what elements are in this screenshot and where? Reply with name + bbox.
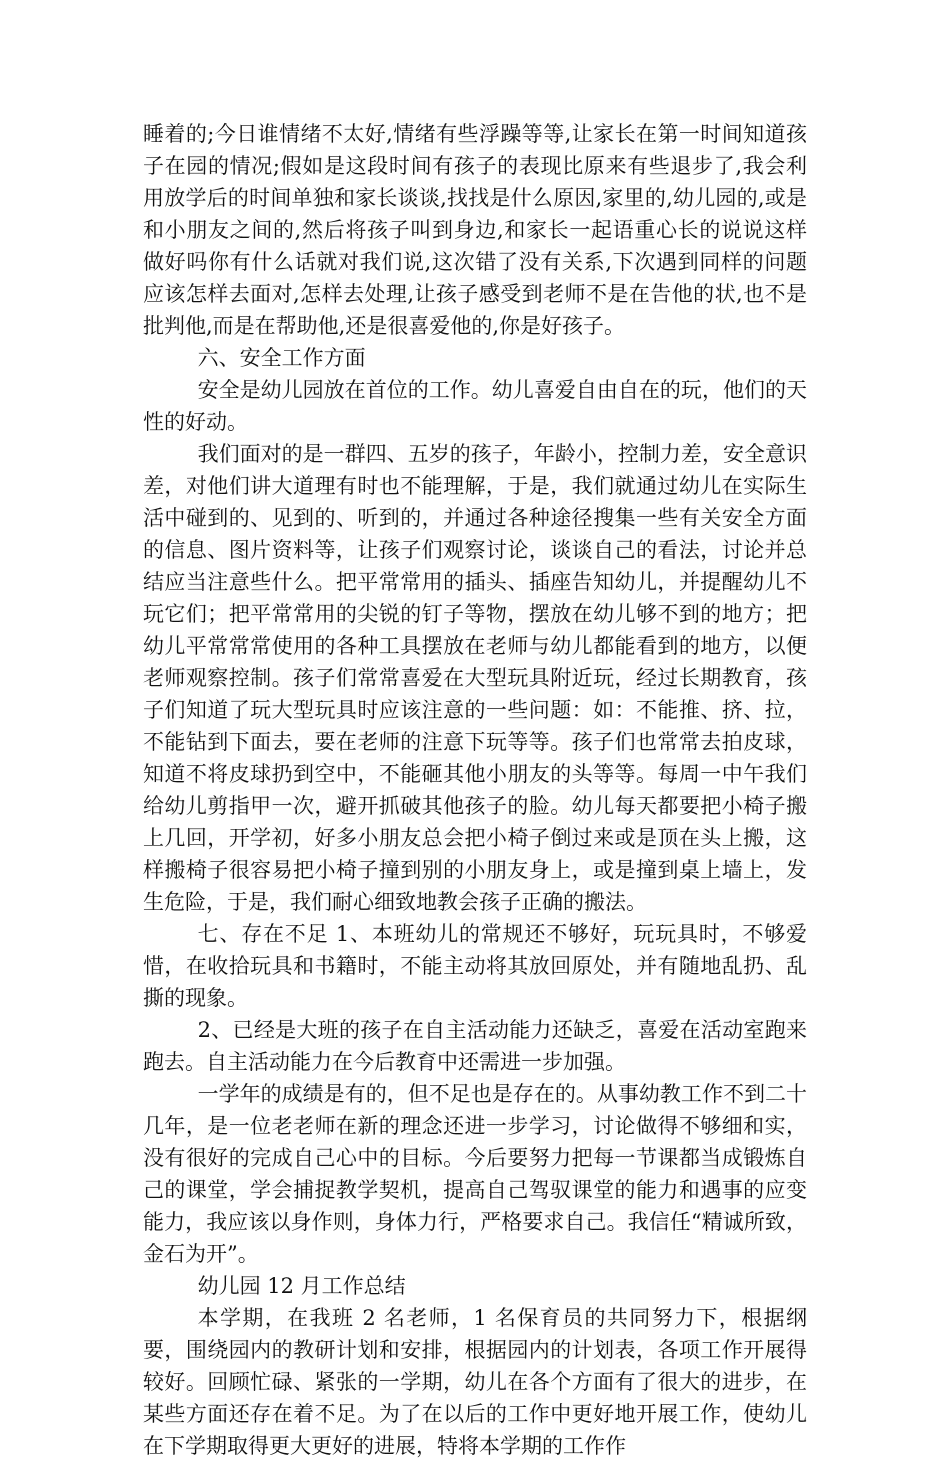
document-page [143,118,807,1462]
paragraph-safety-intro: 安全是幼儿园放在首位的工作。幼儿喜爱自由自在的玩，他们的天性的好动。 [143,378,807,434]
paragraph-safety-measures: 我们面对的是一群四、五岁的孩子，年龄小，控制力差，安全意识差，对他们讲大道理有时也不能理解，于是，我们就通过幼儿在实际生活中碰到的、见到的、听到的，并通过各种途径搜集一些有关安全方面的信息、图片资料等，让孩子们观察讨论，谈谈自己的看法，讨论并总结应当注意些什么。把平常常用的插头、插座告知幼儿，并提醒幼儿不玩它们；把平常常用的尖锐的钉子等物，摆放在幼儿够不到的地方；把幼儿平常常常使用的各种工具摆放在老师与幼儿都能看到的地方，以便老师观察控制。孩子们常常喜爱在大型玩具附近玩，经过长期教育，孩子们知道了玩大型玩具时应该注意的一些问题：如：不能推、挤、拉，不能钻到下面去，要在老师的注意下玩等等。孩子们也常常去拍皮球，知道不将皮球扔到空中，不能砸其他小朋友的头等等。每周一中午我们给幼儿剪指甲一次，避开抓破其他孩子的脸。幼儿每天都要把小椅子搬上几回，开学初，好多小朋友总会把小椅子倒过来或是顶在头上搬，这样搬椅子很容易把小椅子撞到别的小朋友身上，或是撞到桌上墙上，发生危险，于是，我们耐心细致地教会孩子正确的搬法。 [143,442,807,914]
section-heading-safety: 六、安全工作方面 [197,346,366,370]
paragraph-parent-communication: 睡着的;今日谁情绪不太好,情绪有些浮躁等等,让家长在第一时间知道孩子在园的情况;假如是这段时间有孩子的表现比原来有些退步了,我会利用放学后的时间单独和家长谈谈,找找是什么原因,家里的,幼儿园的,或是和小朋友之间的,然后将孩子叫到身边,和家长一起语重心长的说说这样做好吗你有什么话就对我们说,这次错了没有关系,下次遇到同样的问题应该怎样去面对,怎样去处理,让孩子感受到老师不是在告他的状,也不是批判他,而是在帮助他,还是很喜爱他的,你是好孩子。 [143,122,807,338]
section-heading-december-summary: 幼儿园 12 月工作总结 [197,1274,406,1298]
paragraph-semester-summary: 本学期，在我班 2 名老师，1 名保育员的共同努力下，根据纲要，围绕园内的教研计划和安排，根据园内的计划表，各项工作开展得较好。回顾忙碌、紧张的一学期，幼儿在各个方面有了很大的进步，在某些方面还存在着不足。为了在以后的工作中更好地开展工作，使幼儿在下学期取得更大更好的进展，特将本学期的工作作 [143,1306,807,1458]
paragraph-shortcomings-2: 2、已经是大班的孩子在自主活动能力还缺乏，喜爱在活动室跑来跑去。自主活动能力在今后教育中还需进一步加强。 [143,1018,807,1074]
paragraph-conclusion: 一学年的成绩是有的，但不足也是存在的。从事幼教工作不到二十几年，是一位老老师在新的理念还进一步学习，讨论做得不够细和实，没有很好的完成自己心中的目标。今后要努力把每一节课都当成锻炼自己的课堂，学会捕捉教学契机，提高自己驾驭课堂的能力和遇事的应变能力，我应该以身作则，身体力行，严格要求自己。我信任“精诚所致，金石为开”。 [143,1082,807,1266]
paragraph-shortcomings-1: 七、存在不足 1、本班幼儿的常规还不够好，玩玩具时，不够爱惜，在收拾玩具和书籍时，不能主动将其放回原处，并有随地乱扔、乱撕的现象。 [143,922,807,1010]
